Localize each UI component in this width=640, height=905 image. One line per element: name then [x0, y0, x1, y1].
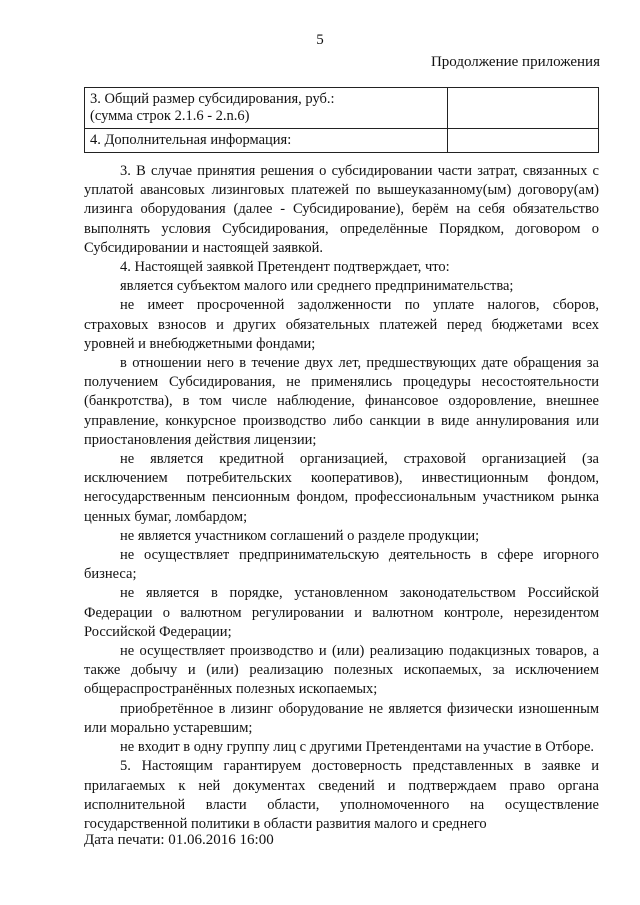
paragraph: не является в порядке, установленном законодательством Российской Федерации о валютном регулировании и валютном контроле, нерезидентом Российской Федерации; [84, 585, 599, 640]
row-label: 4. Дополнительная информация: [90, 132, 292, 148]
row-sublabel: (сумма строк 2.1.6 - 2.n.6) [90, 108, 250, 124]
table-row [85, 88, 599, 129]
table-cell-value [448, 88, 599, 129]
paragraph: не входит в одну группу лиц с другими Претендентами на участие в Отборе. [120, 739, 595, 756]
print-date: Дата печати: 01.06.2016 16:00 [84, 832, 274, 848]
subsidy-table [84, 87, 599, 153]
page-number: 5 [316, 32, 324, 48]
paragraph: не имеет просроченной задолженности по уплате налогов, сборов, страховых взносов и других обязательных платежей перед бюджетами всех уровней и внебюджетными фондами; [84, 297, 599, 352]
paragraph: не осуществляет предпринимательскую деятельность в сфере игорного бизнеса; [84, 547, 599, 583]
continuation-label: Продолжение приложения [430, 54, 600, 70]
paragraph: не осуществляет производство и (или) реализацию подакцизных товаров, а также добычу и (или) реализацию полезных ископаемых, за исключением общераспространённых полезных ископаемых; [84, 643, 599, 698]
table-cell-label [85, 88, 448, 129]
paragraph: в отношении него в течение двух лет, предшествующих дате обращения за получением Субсидирования, не применялись процедуры несостоятельности (банкротства), в том числе наблюдение, финансовое оздоровление, внешнее управление, конкурсное производство либо санкции в виде аннулирования или приостановления действия лицензии; [84, 355, 599, 448]
table-cell-value [448, 129, 599, 153]
row-label: 3. Общий размер субсидирования, руб.: [90, 91, 335, 107]
paragraph: 3. В случае принятия решения о субсидировании части затрат, связанных с уплатой авансовых лизинговых платежей по вышеуказанному(ым) договору(ам) лизинга оборудования (далее - Субсидирование), берём на себя обязательство выполнять условия Субсидирования, определённые Порядком, договором о Субсидировании и настоящей заявкой. [84, 163, 599, 256]
paragraph: 5. Настоящим гарантируем достоверность представленных в заявке и прилагаемых к ней документах сведений и подтверждаем право органа исполнительной власти области, уполномоченного на осуществление государственной политики в области развития малого и среднего [84, 758, 599, 832]
document-body [84, 162, 599, 834]
paragraph: 4. Настоящей заявкой Претендент подтверждает, что: [120, 259, 450, 276]
table-row [85, 129, 599, 153]
paragraph: приобретённое в лизинг оборудование не является физически изношенным или морально устаревшим; [84, 700, 599, 736]
paragraph: не является кредитной организацией, страховой организацией (за исключением потребительских кооперативов), инвестиционным фондом, негосударственным пенсионным фондом, профессиональным участником рынка ценных бумаг, ломбардом; [84, 451, 599, 525]
table-cell-label [85, 129, 448, 153]
paragraph: не является участником соглашений о разделе продукции; [120, 527, 480, 544]
paragraph: является субъектом малого или среднего предпринимательства; [120, 278, 514, 295]
